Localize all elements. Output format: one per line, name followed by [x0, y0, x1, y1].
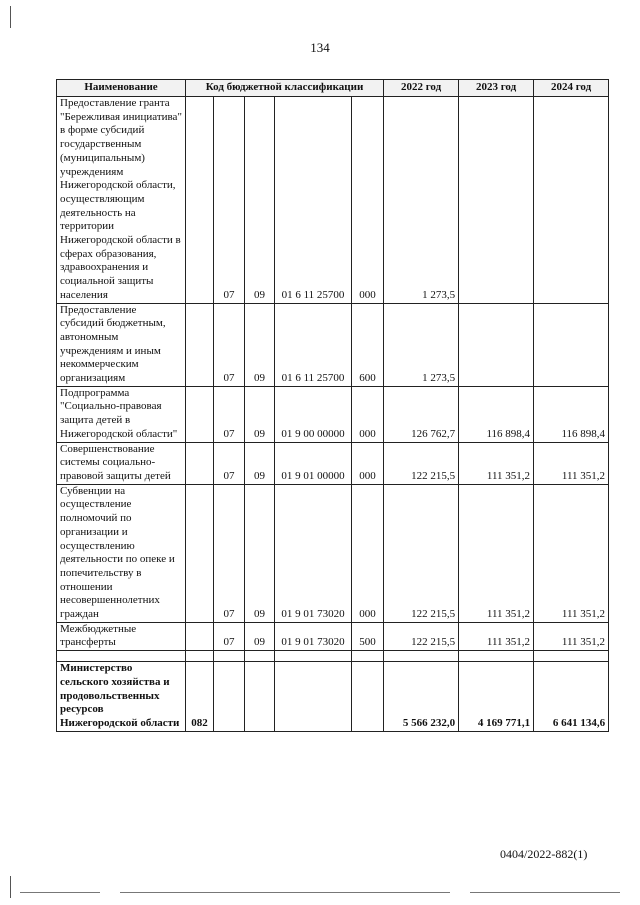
ministry-value-2022: 5 566 232,0	[384, 662, 459, 732]
row-name: Предоставление субсидий бюджетным, автономным учреждениям и иным некоммерческим организациям	[57, 303, 186, 386]
code-1	[186, 622, 214, 650]
table-row	[57, 442, 609, 484]
code-subsection: 09	[245, 97, 275, 304]
table-row	[57, 622, 609, 650]
value-2024	[534, 97, 609, 304]
code-section: 07	[214, 97, 245, 304]
margin-mark-top	[10, 6, 11, 28]
value-2023	[459, 97, 534, 304]
table-row	[57, 484, 609, 622]
ministry-row	[57, 662, 609, 732]
code-target: 01 9 00 00000	[275, 386, 352, 442]
value-2022: 122 215,5	[384, 622, 459, 650]
value-2023: 116 898,4	[459, 386, 534, 442]
table-header	[57, 80, 609, 97]
code-target: 01 9 01 73020	[275, 622, 352, 650]
code-1	[186, 484, 214, 622]
code-section: 07	[214, 386, 245, 442]
code-target: 01 9 01 00000	[275, 442, 352, 484]
header-name: Наименование	[57, 80, 186, 97]
table-row	[57, 303, 609, 386]
code-subsection: 09	[245, 622, 275, 650]
value-2022: 126 762,7	[384, 386, 459, 442]
empty-row	[57, 651, 609, 662]
value-2023: 111 351,2	[459, 484, 534, 622]
code-expense-type: 000	[352, 386, 384, 442]
code-section: 07	[214, 303, 245, 386]
code-expense-type: 500	[352, 622, 384, 650]
scan-edge-line	[20, 892, 100, 893]
code-subsection: 09	[245, 303, 275, 386]
table-row	[57, 97, 609, 304]
code-1	[186, 303, 214, 386]
code-target: 01 6 11 25700	[275, 303, 352, 386]
code-section: 07	[214, 442, 245, 484]
header-code: Код бюджетной классификации	[186, 80, 384, 97]
code-subsection: 09	[245, 386, 275, 442]
code-target: 01 6 11 25700	[275, 97, 352, 304]
code-expense-type: 000	[352, 97, 384, 304]
code-section: 07	[214, 622, 245, 650]
value-2023	[459, 303, 534, 386]
value-2022: 1 273,5	[384, 303, 459, 386]
row-name: Предоставление гранта "Бережливая инициатива" в форме субсидий государственным (муниципальным) учреждениям Нижегородской области, осуществляющим деятельность на территории Нижегородской области в сферах образования, здравоохранения и социальной защиты населения	[57, 97, 186, 304]
value-2022: 122 215,5	[384, 442, 459, 484]
code-target: 01 9 01 73020	[275, 484, 352, 622]
value-2023: 111 351,2	[459, 622, 534, 650]
code-section: 07	[214, 484, 245, 622]
code-subsection: 09	[245, 442, 275, 484]
document-code: 0404/2022-882(1)	[500, 847, 588, 861]
row-name: Совершенствование системы социально-правовой защиты детей	[57, 442, 186, 484]
row-name: Субвенции на осуществление полномочий по организации и осуществлению деятельности по опеке и попечительству в отношении несовершеннолетних граждан	[57, 484, 186, 622]
ministry-name: Министерство сельского хозяйства и продовольственных ресурсов Нижегородской области	[57, 662, 186, 732]
code-1	[186, 97, 214, 304]
code-1	[186, 386, 214, 442]
header-2023: 2023 год	[459, 80, 534, 97]
value-2022: 1 273,5	[384, 97, 459, 304]
header-2024: 2024 год	[534, 80, 609, 97]
table-row	[57, 386, 609, 442]
scan-edge-line	[120, 892, 450, 893]
margin-mark-bottom	[10, 876, 11, 898]
code-expense-type: 600	[352, 303, 384, 386]
value-2024: 111 351,2	[534, 484, 609, 622]
scan-edge-line	[470, 892, 620, 893]
page-number: 134	[310, 40, 330, 55]
code-1	[186, 442, 214, 484]
ministry-value-2024: 6 641 134,6	[534, 662, 609, 732]
row-name: Подпрограмма "Социально-правовая защита детей в Нижегородской области"	[57, 386, 186, 442]
code-subsection: 09	[245, 484, 275, 622]
ministry-code: 082	[186, 662, 214, 732]
value-2024: 111 351,2	[534, 622, 609, 650]
code-expense-type: 000	[352, 484, 384, 622]
code-expense-type: 000	[352, 442, 384, 484]
value-2024	[534, 303, 609, 386]
budget-table	[56, 79, 609, 732]
value-2024: 116 898,4	[534, 386, 609, 442]
header-2022: 2022 год	[384, 80, 459, 97]
value-2023: 111 351,2	[459, 442, 534, 484]
row-name: Межбюджетные трансферты	[57, 622, 186, 650]
value-2022: 122 215,5	[384, 484, 459, 622]
value-2024: 111 351,2	[534, 442, 609, 484]
ministry-value-2023: 4 169 771,1	[459, 662, 534, 732]
